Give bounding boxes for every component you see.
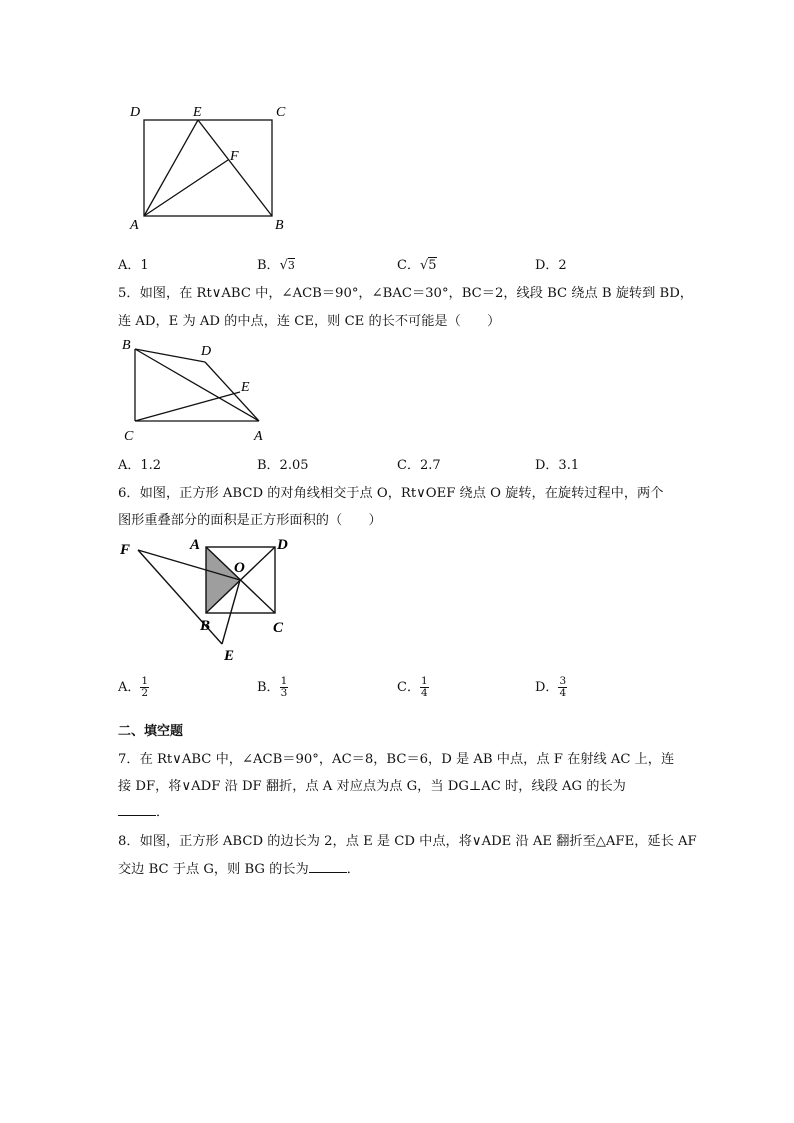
label-e: E [193,105,202,120]
q4-option-c [397,254,437,273]
q5-text-line2: 连 AD，E 为 AD 的中点，连 CE，则 CE 的长不可能是（ ） [118,314,501,329]
q6-option-a-prefix: A． [118,680,141,695]
q4-option-b-prefix: B． [257,258,280,273]
overlap-region [206,547,240,613]
q5-option-a: A．1.2 [118,458,162,473]
q4-option-d: D．2 [535,258,567,273]
denominator: 4 [420,687,428,699]
label-c: C [273,620,284,636]
label-a: A [254,429,263,444]
section-heading-fill-in: 二、填空题 [118,724,184,739]
label-o: O [234,560,245,576]
q6-option-d-prefix: D． [535,680,559,695]
label-a: A [190,537,201,553]
q4-option-a: A．1 [118,258,149,273]
q5-option-c: C．2.7 [397,458,441,473]
fraction [140,676,149,699]
rectangle-abcd [144,120,272,216]
q7-line3-end: ． [156,805,170,820]
q4-option-c-radicand: 5 [428,258,437,273]
q7-text-line3 [118,801,169,820]
denominator: 3 [280,687,288,699]
q7-text-line1: 7．在 Rt∨ABC 中，∠ACB＝90°，AC＝8，BC＝6，D 是 AB 中点，点 F 在射线 AC 上，连 [118,752,675,767]
fraction [558,676,567,699]
label-f: F [230,149,239,164]
sqrt-icon: √ [279,258,288,273]
q6-option-b-prefix: B． [257,680,280,695]
segment-af [144,160,228,216]
q8-line2-end: ． [346,862,360,877]
segment-ae [144,120,198,216]
q7-text-line2: 接 DF，将∨ADF 沿 DF 翻折，点 A 对应点为点 G，当 DG⊥AC 时，线段 AG 的长为 [118,779,626,794]
label-b: B [122,338,131,353]
denominator: 2 [141,687,149,699]
denominator: 4 [559,687,567,699]
figure-rectangle-abcd [120,98,310,238]
segment-ce [135,392,240,421]
q6-text-line1: 6．如图，正方形 ABCD 的对角线相交于点 O，Rt∨OEF 绕点 O 旋转，在旋转过程中，两个 [118,486,664,501]
numerator: 3 [559,675,567,687]
label-d: D [277,537,288,553]
label-b: B [200,618,211,634]
label-c: C [276,105,286,120]
numerator: 1 [141,675,149,687]
q6-option-c-prefix: C． [397,680,420,695]
q6-option-b [257,676,288,699]
segment-da [205,362,259,421]
q4-option-c-prefix: C． [397,258,420,273]
q4-option-b [257,254,295,273]
q4-option-b-radicand: 3 [287,259,295,272]
q8-text-line1: 8．如图，正方形 ABCD 的边长为 2，点 E 是 CD 中点，将∨ADE 沿 AE 翻折至△AFE，延长 AF [118,834,697,849]
label-c: C [124,429,134,444]
label-a: A [130,218,139,233]
q6-text-line2: 图形重叠部分的面积是正方形面积的（ ） [118,513,382,528]
answer-blank[interactable] [118,803,156,816]
q5-option-b: B．2.05 [257,458,309,473]
numerator: 1 [420,675,428,687]
sqrt-icon: √ [419,258,429,273]
q6-option-a [118,676,149,699]
q5-text-line1: 5．如图，在 Rt∨ABC 中，∠ACB＝90°，∠BAC＝30°，BC＝2，线段 BC 绕点 B 旋转到 BD， [118,286,693,301]
label-b: B [275,218,284,233]
label-e: E [241,380,250,395]
label-d: D [130,105,141,120]
label-d: D [201,344,212,359]
q6-option-c [397,676,429,699]
q5-option-d: D．3.1 [535,458,580,473]
segment-eb [198,120,272,216]
label-f: F [120,542,131,558]
fraction [280,676,289,699]
fraction [420,676,429,699]
q8-line2-text: 交边 BC 于点 G，则 BG 的长为 [118,862,309,877]
label-e: E [224,648,235,664]
answer-blank[interactable] [309,860,347,873]
figure-triangle-abc-rotation [118,334,278,446]
figure-square-rotating-triangle [116,532,306,668]
q8-text-line2 [118,858,360,877]
q6-option-d [535,676,567,699]
numerator: 1 [280,675,288,687]
